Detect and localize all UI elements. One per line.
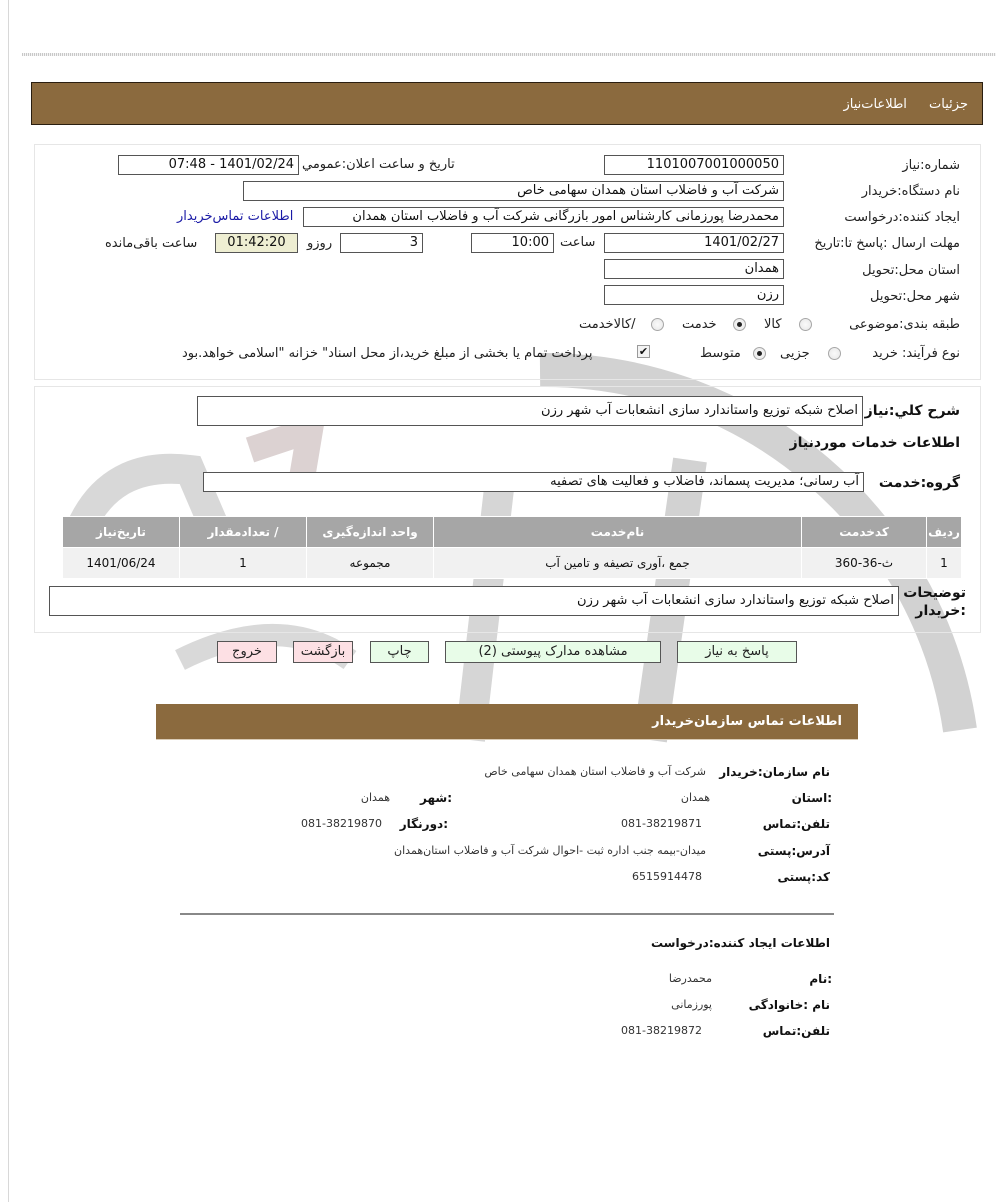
back-button[interactable]: بازگشت — [293, 641, 353, 663]
buyer-org-name-label: نام سازمان:خریدار — [719, 765, 830, 779]
table-row — [63, 548, 962, 579]
days-label: روزو — [307, 236, 333, 251]
category-option-service: خدمت — [682, 317, 717, 332]
page-header-bar — [31, 82, 983, 125]
category-radio-goods[interactable] — [799, 318, 812, 331]
col-quantity: / تعدادمقدار — [180, 517, 307, 548]
creator-field[interactable]: محمدرضا پورزمانی کارشناس امور بازرگانی شرکت آب و فاضلاب استان همدان — [303, 207, 784, 227]
process-radio-minor[interactable] — [828, 347, 841, 360]
buyer-address-label: آدرس:پستی — [757, 844, 830, 858]
treasury-checkbox[interactable]: ✔ — [638, 345, 649, 358]
col-row: ردیف — [927, 517, 962, 548]
deadline-time-label: ساعت — [560, 235, 596, 250]
days-field[interactable]: 3 — [340, 233, 423, 253]
remaining-time-label: ساعت باقی‌مانده — [105, 236, 198, 251]
summary-field[interactable]: اصلاح شبکه توزیع واستاندارد سازی انشعابات آب شهر رزن — [197, 396, 863, 426]
treasury-note: پرداخت تمام یا بخشی از مبلغ خرید،از محل اسناد" خزانه "اسلامی خواهد.بود — [182, 346, 593, 361]
view-attachments-button[interactable]: مشاهده مدارک پیوستی (2) — [445, 641, 661, 663]
summary-label: شرح کلي:نیاز — [864, 403, 960, 419]
print-button[interactable]: چاپ — [370, 641, 429, 663]
requester-first-name-label: :نام — [809, 972, 832, 986]
buyer-phone-label: تلفن:تماس — [762, 817, 830, 831]
tab-details[interactable]: جزئیات — [929, 97, 968, 112]
tab-need-info[interactable]: اطلاعات‌نیاز — [843, 97, 907, 112]
buyer-city-label: :شهر — [420, 791, 452, 805]
cell-row: 1 — [927, 548, 962, 579]
table-header-row — [63, 517, 962, 548]
col-service-name: نام‌خدمت — [434, 517, 802, 548]
process-option-medium: متوسط — [700, 346, 741, 361]
process-label: نوع فرآیند: خرید — [872, 346, 960, 361]
buyer-org-field[interactable]: شرکت آب و فاضلاب استان همدان سهامی خاص — [243, 181, 784, 201]
category-option-goods-service: /کالاخدمت — [579, 317, 636, 332]
province-field[interactable]: همدان — [604, 259, 784, 279]
service-group-label: گروه:خدمت — [878, 475, 960, 491]
service-group-field[interactable]: آب رسانی؛ مدیریت پسماند، فاضلاب و فعالیت های تصفیه — [203, 472, 864, 492]
province-label: استان محل:تحویل — [862, 263, 960, 278]
city-field[interactable]: رزن — [604, 285, 784, 305]
deadline-time-field[interactable]: 10:00 — [471, 233, 554, 253]
requester-phone-label: تلفن:تماس — [762, 1024, 830, 1038]
col-need-date: تاریخ‌نیاز — [63, 517, 180, 548]
buyer-province-value: همدان — [680, 791, 710, 804]
remaining-time-field: 01:42:20 — [215, 233, 298, 253]
buyer-org-label: نام دستگاه:خریدار — [861, 184, 960, 199]
cell-unit: مجموعه — [307, 548, 434, 579]
need-number-field[interactable]: 1101007001000050 — [604, 155, 784, 175]
buyer-address-value: میدان-بیمه جنب اداره ثبت -احوال شرکت آب و فاضلاب استان‌همدان — [394, 844, 706, 857]
category-radio-goods-service[interactable] — [651, 318, 664, 331]
buyer-notes-label-2: :خریدار — [915, 603, 966, 619]
buyer-fax-label: :دورنگار — [399, 817, 448, 831]
respond-button[interactable]: پاسخ به نیاز — [677, 641, 797, 663]
buyer-phone-value: 081-38219871 — [621, 817, 702, 830]
cell-service-code: ث-36-360 — [802, 548, 927, 579]
col-unit: واحد اندازه‌گیری — [307, 517, 434, 548]
buyer-contact-link[interactable]: اطلاعات تماس‌خریدار — [177, 209, 294, 224]
buyer-postal-label: کد:پستی — [777, 870, 830, 884]
buyer-notes-label-1: توضیحات — [903, 585, 966, 601]
col-service-code: کدخدمت — [802, 517, 927, 548]
process-option-minor: جزیی — [780, 346, 810, 361]
buyer-notes-field[interactable]: اصلاح شبکه توزیع واستاندارد سازی انشعابات آب شهر رزن — [49, 586, 899, 616]
services-table — [62, 516, 962, 579]
requester-phone-value: 081-38219872 — [621, 1024, 702, 1037]
category-label: طبقه بندی:موضوعی — [849, 317, 960, 332]
exit-button[interactable]: خروج — [217, 641, 277, 663]
category-option-goods: کالا — [764, 317, 782, 332]
services-heading: اطلاعات خدمات موردنیاز — [789, 435, 960, 451]
requester-last-name-value: پورزمانی — [671, 998, 712, 1011]
requester-first-name-value: محمدرضا — [668, 972, 712, 985]
left-border — [8, 0, 9, 1202]
cell-quantity: 1 — [180, 548, 307, 579]
creator-label: ایجاد کننده:درخواست — [844, 210, 960, 225]
buyer-org-name-value: شرکت آب و فاضلاب استان همدان سهامی خاص — [484, 765, 706, 778]
requester-last-name-label: نام :خانوادگی — [748, 998, 830, 1012]
need-info-panel — [34, 144, 981, 380]
buyer-contact-header: اطلاعات تماس سازمان‌خریدار — [156, 704, 858, 740]
requester-heading: اطلاعات ایجاد کننده:درخواست — [650, 936, 830, 950]
buyer-postal-value: 6515914478 — [632, 870, 702, 883]
city-label: شهر محل:تحویل — [870, 289, 960, 304]
need-number-label: شماره:نیاز — [902, 158, 960, 173]
announce-datetime-field[interactable]: 1401/02/24 - 07:48 — [118, 155, 299, 175]
deadline-label: مهلت ارسال :پاسخ تا:تاریخ — [814, 236, 960, 251]
category-radio-service[interactable] — [733, 318, 746, 331]
section-divider — [180, 913, 834, 915]
buyer-province-label: :استان — [791, 791, 832, 805]
deadline-date-field[interactable]: 1401/02/27 — [604, 233, 784, 253]
buyer-city-value: همدان — [360, 791, 390, 804]
cell-service-name: جمع ،آوری تصیفه و تامین آب — [434, 548, 802, 579]
dotted-divider — [22, 53, 996, 56]
buyer-fax-value: 081-38219870 — [301, 817, 382, 830]
announce-datetime-label: تاریخ و ساعت اعلان:عمومي — [302, 157, 455, 172]
cell-need-date: 1401/06/24 — [63, 548, 180, 579]
process-radio-medium[interactable] — [753, 347, 766, 360]
